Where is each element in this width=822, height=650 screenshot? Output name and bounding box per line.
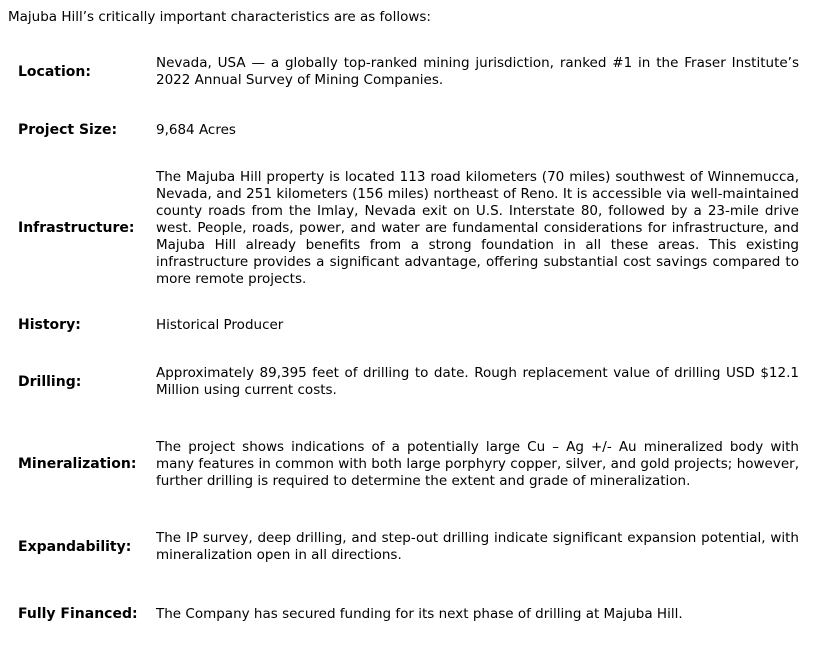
intro-text: Majuba Hill’s critically important characteristics are as follows:	[8, 9, 431, 25]
table-row-fully-financed	[8, 578, 814, 650]
row-label: Location:	[18, 64, 91, 80]
row-label: Fully Financed:	[18, 606, 138, 622]
table-row-location	[8, 42, 814, 102]
row-label: Infrastructure:	[18, 220, 135, 236]
row-label: Project Size:	[18, 122, 118, 138]
row-value: The project shows indications of a potentially large Cu – Ag +/- Au mineralized body with many features in common with both large porphyry copper, silver, and gold projects; however, further drilling is required to determine the extent and grade of mineralization.	[156, 438, 799, 489]
row-value: 9,684 Acres	[156, 121, 236, 138]
table-row-infrastructure	[8, 158, 814, 298]
table-row-history	[8, 298, 814, 352]
row-label: Drilling:	[18, 374, 82, 390]
table-row-mineralization	[8, 412, 814, 516]
row-value: Historical Producer	[156, 316, 284, 333]
row-value: The IP survey, deep drilling, and step-out drilling indicate significant expansion potential, with mineralization open in all directions.	[156, 530, 799, 563]
table-row-expandability	[8, 516, 814, 578]
row-value: The Majuba Hill property is located 113 road kilometers (70 miles) southwest of Winnemucca, Nevada, and 251 kilometers (156 miles) northeast of Reno. It is accessible via well-maintained county roads from the Imlay, Nevada exit on U.S. Interstate 80, followed by a 23-mile drive west. People, roads, power, and water are fundamental considerations for infrastructure, and Majuba Hill already benefits from a strong foundation in all these areas. This existing infrastructure provides a significant advantage, offering substantial cost savings compared to more remote projects.	[156, 168, 799, 287]
row-value: The Company has secured funding for its next phase of drilling at Majuba Hill.	[156, 605, 683, 622]
table-row-drilling	[8, 352, 814, 412]
row-label: Expandability:	[18, 539, 132, 555]
characteristics-table	[8, 42, 814, 650]
table-row-project-size	[8, 102, 814, 158]
row-value: Approximately 89,395 feet of drilling to date. Rough replacement value of drilling USD $12.1 Million using current costs.	[156, 365, 799, 398]
row-value: Nevada, USA — a globally top-ranked mining jurisdiction, ranked #1 in the Fraser Institute’s 2022 Annual Survey of Mining Companies.	[156, 55, 799, 88]
row-label: History:	[18, 317, 81, 333]
row-label: Mineralization:	[18, 456, 137, 472]
